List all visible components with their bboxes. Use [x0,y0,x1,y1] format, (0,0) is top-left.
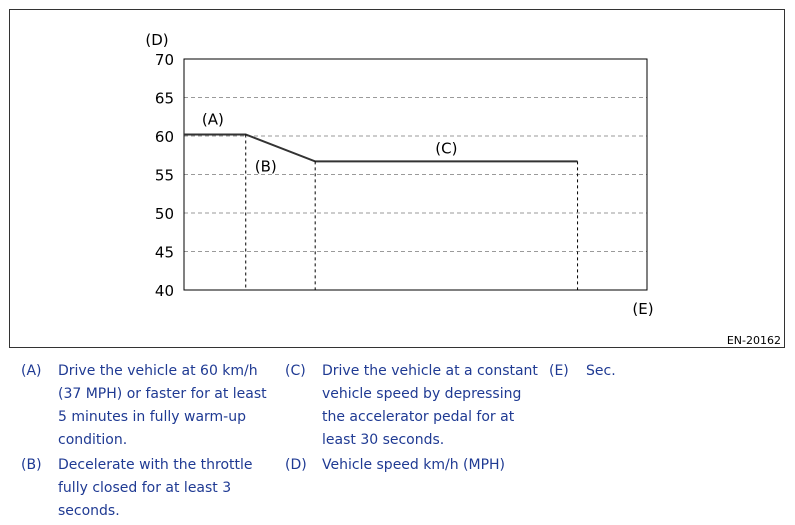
legend-key: (A) [21,363,42,379]
y-tick-label: 45 [154,243,174,262]
legend-text: Sec. [586,363,616,379]
segment-label: (B) [254,157,277,176]
y-axis-label: (D) [145,31,169,49]
y-tick-label: 50 [154,205,174,223]
x-axis-label: (E) [632,300,654,318]
segment-label: (C) [435,139,458,158]
legend-text: Drive the vehicle at a constant vehicle speed by depressing the accelerator pedal for at least 30 seconds. [322,363,538,448]
y-tick-label: 55 [154,166,174,185]
segment-label: (A) [201,110,224,129]
figure-id: EN-20162 [726,334,781,347]
legend-key: (D) [285,457,307,473]
legend-key: (E) [549,363,569,379]
y-tick-label: 60 [154,128,174,146]
y-tick-label: 70 [154,51,174,69]
legend-text: Vehicle speed km/h (MPH) [322,457,506,473]
legend-key: (B) [21,457,42,473]
legend-key: (C) [285,363,306,379]
y-tick-label: 40 [154,282,174,300]
legend-text: Decelerate with the throttle fully closed for at least 3 seconds. [58,457,253,519]
legend-text: Drive the vehicle at 60 km/h (37 MPH) or faster for at least 5 minutes in fully warm-up condition. [58,363,267,448]
y-tick-label: 65 [154,89,174,108]
speed-profile-line [184,135,578,162]
